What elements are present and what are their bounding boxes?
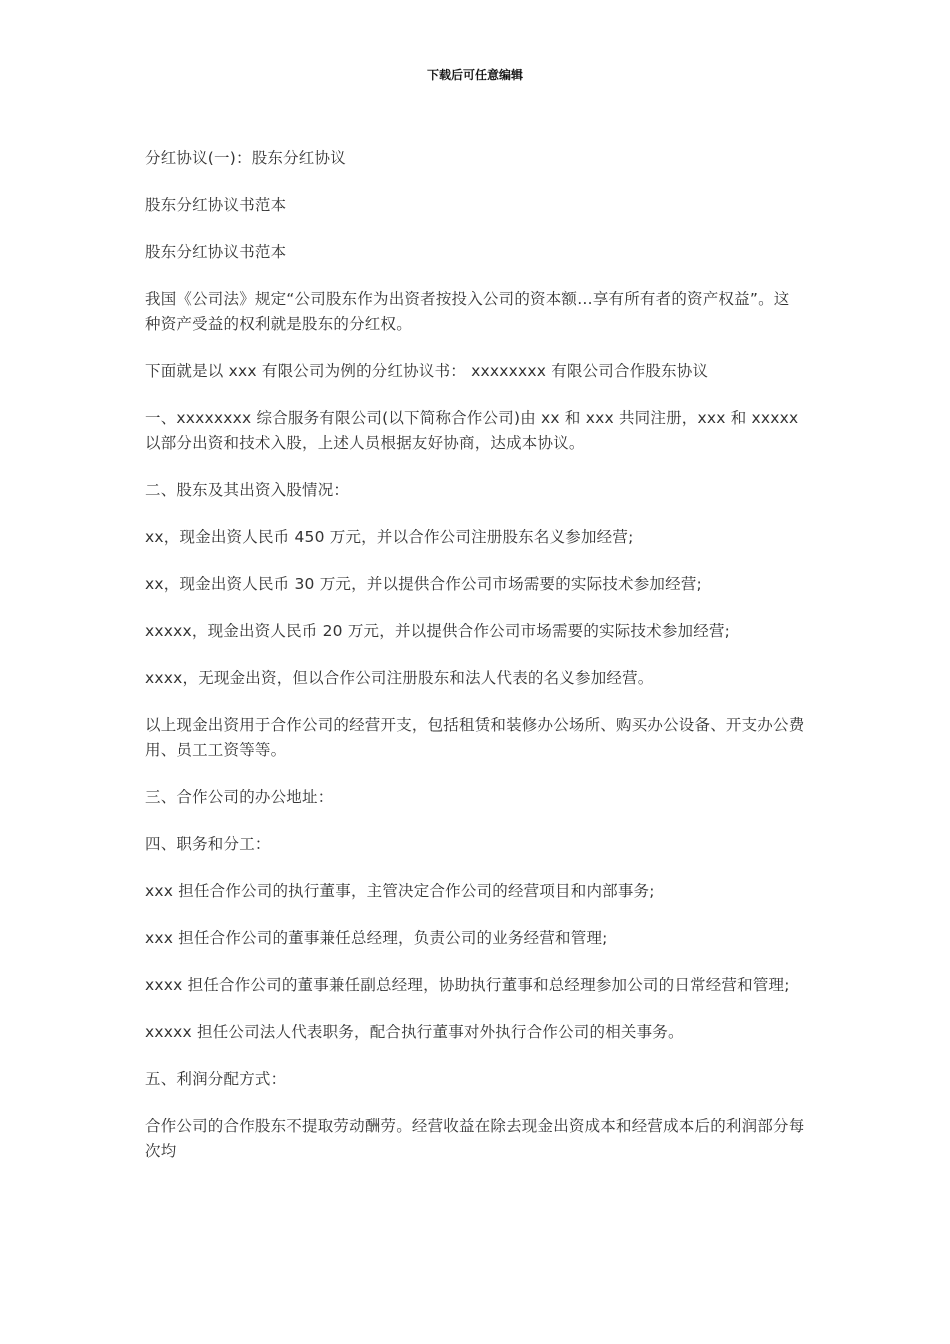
section-heading: 三、合作公司的办公地址： [145, 788, 334, 806]
doc-paragraph: 我国《公司法》规定“公司股东作为出资者按投入公司的资本额…享有所有者的资产权益”。这种资产受益的权利就是股东的分红权。 [145, 290, 790, 333]
doc-paragraph: 一、xxxxxxxx 综合服务有限公司(以下简称合作公司)由 xx 和 xxx 共同注册，xxx 和 xxxxx 以部分出资和技术入股，上述人员根据友好协商，达成本协议。 [145, 409, 799, 452]
doc-subtitle: 股东分红协议书范本 [145, 196, 287, 214]
doc-subtitle: 股东分红协议书范本 [145, 243, 287, 261]
doc-paragraph: 合作公司的合作股东不提取劳动酬劳。经营收益在除去现金出资成本和经营成本后的利润部分每次均 [145, 1117, 805, 1160]
doc-paragraph: xxxxx，现金出资人民币 20 万元，并以提供合作公司市场需要的实际技术参加经营; [145, 622, 731, 640]
header-note: 下载后可任意编辑 [426, 68, 523, 82]
document-body [145, 146, 805, 1186]
doc-paragraph: 下面就是以 xxx 有限公司为例的分红协议书： xxxxxxxx 有限公司合作股东协议 [145, 362, 709, 380]
doc-paragraph: xxxx 担任合作公司的董事兼任副总经理，协助执行董事和总经理参加公司的日常经营和管理; [145, 976, 790, 994]
doc-title: 分红协议(一)：股东分红协议 [145, 149, 346, 167]
doc-paragraph: xxxxx 担任公司法人代表职务，配合执行董事对外执行合作公司的相关事务。 [145, 1023, 684, 1041]
section-heading: 二、股东及其出资入股情况： [145, 481, 350, 499]
section-heading: 四、职务和分工： [145, 835, 271, 853]
section-heading: 五、利润分配方式： [145, 1070, 287, 1088]
doc-paragraph: xxxx，无现金出资，但以合作公司注册股东和法人代表的名义参加经营。 [145, 669, 654, 687]
doc-paragraph: xxx 担任合作公司的董事兼任总经理，负责公司的业务经营和管理; [145, 929, 608, 947]
doc-paragraph: xx，现金出资人民币 450 万元，并以合作公司注册股东名义参加经营; [145, 528, 634, 546]
doc-paragraph: 以上现金出资用于合作公司的经营开支，包括租赁和装修办公场所、购买办公设备、开支办公费用、员工工资等等。 [145, 716, 805, 759]
doc-paragraph: xxx 担任合作公司的执行董事，主管决定合作公司的经营项目和内部事务; [145, 882, 655, 900]
doc-paragraph: xx，现金出资人民币 30 万元，并以提供合作公司市场需要的实际技术参加经营; [145, 575, 702, 593]
